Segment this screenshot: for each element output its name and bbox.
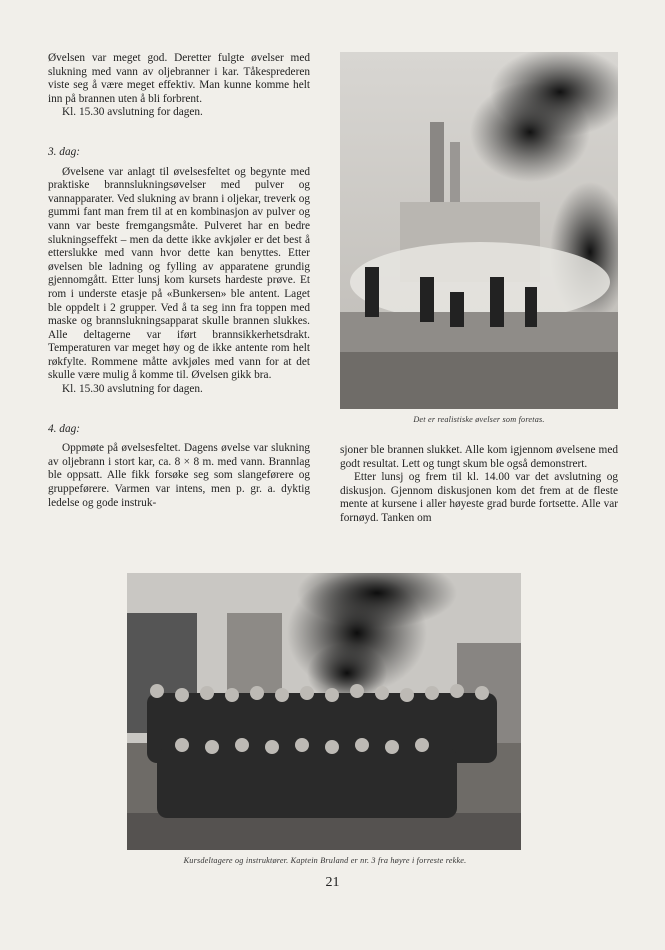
page-number: 21 — [325, 875, 340, 890]
paragraph: Etter lunsj og frem til kl. 14.00 var det avslutning og diskusjon. Gjennom diskusjonen kom det frem at de fleste mente at kursene i aller høyeste grad burde fortsette. Alle var fornøyd. Tanken om — [340, 471, 618, 524]
paragraph: sjoner ble brannen slukket. Alle kom igjennom øvelsene med godt resultat. Lett og tungt skum ble også demonstrert. — [340, 444, 618, 470]
fire-drill-photo — [340, 52, 618, 409]
group-photo-caption: Kursdeltagere og instruktører. Kaptein Bruland er nr. 3 fra høyre i forreste rekke. — [183, 856, 467, 865]
fire-photo-caption: Det er realistiske øvelser som foretas. — [413, 415, 545, 424]
right-text-column — [340, 444, 618, 526]
paragraph: Øvelsene var anlagt til øvelsesfeltet og begynte med praktiske brannslukningsøvelser med pulver og vannapparater. Ved slukning av brann i oljekar, treverk og gummi fant man frem til at en kombinasjon av pulver og vann var beste fremgangsmåte. Pulveret har en bedre slukningseffekt – men da dette ikke avkjøler er det best å etterslukke med vann hvor dette kan benyttes. Etter øvelsen ble ladning og fylling av apparatene grundig gjennomgått. Etter lunsj kom kursets hardeste prøve. Et rom i underste etasje på «Bunkersen» ble antent. Laget ble oppdelt i 2 grupper. Ved å ta seg inn fra toppen med maske og brannslukningsapparat skulle brannen slukkes. Alle deltagerne var iført brannsikkerhetsdrakt. Temperaturen var meget høy og de ikke antente rom helt røkfylte. Rommene måtte avkjøles med vann for at det skulle være mulig å komme til. Øvelsen gikk bra. — [48, 165, 310, 382]
paragraph: Kl. 15.30 avslutning for dagen. — [62, 383, 203, 396]
group-image — [127, 573, 521, 850]
section-heading-day3: 3. dag: — [48, 145, 81, 158]
paragraph: Oppmøte på øvelsesfeltet. Dagens øvelse var slukning av oljebrann i stort kar, ca. 8 × 8 m. med vann. Brannlag ble oppsatt. Alle fikk forsøke seg som slangeførere og gruppeførere. Varmen var intens, men p. gr. a. dyktig ledelse og gode instruk- — [48, 442, 310, 509]
left-text-column — [48, 52, 310, 510]
group-photo — [127, 573, 521, 850]
fire-drill-image — [340, 52, 618, 409]
section-heading-day4: 4. dag: — [48, 422, 81, 435]
paragraph: Kl. 15.30 avslutning for dagen. — [62, 106, 203, 119]
paragraph: Øvelsen var meget god. Deretter fulgte øvelser med slukning med vann av oljebranner i kar. Tåkesprederen viste seg å være meget effektiv. Man kunne komme helt inn på brannen uten å bli forbrent. — [48, 52, 310, 105]
